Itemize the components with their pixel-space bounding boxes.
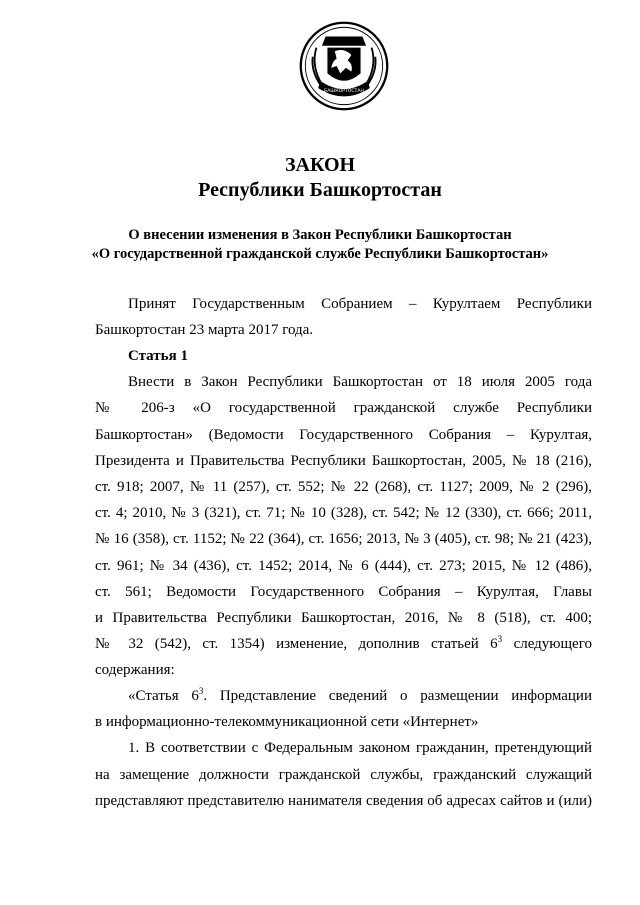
article-6-3-heading-rest: . Представление сведений о размещении информации — [203, 688, 592, 704]
paragraph-1-line-2: на замещение должности гражданской службы, гражданский служащий — [95, 766, 592, 783]
document-title: ЗАКОН — [284, 154, 356, 176]
adoption-paragraph — [95, 291, 592, 343]
article-6-3 — [95, 683, 592, 814]
article-1-line-7: № 16 (358), ст. 1152; № 22 (364), ст. 1656; 2013, № 3 (405), ст. 98; № 21 (423), — [95, 531, 592, 548]
law-name-line-2: «О государственной гражданской службе Республики Башкортостан» — [91, 246, 549, 262]
article-1-line-3: Башкортостан» (Ведомости Государственного Собрания – Курултая, — [95, 426, 592, 443]
article-1-line-1: Внести в Закон Республики Башкортостан от 18 июля 2005 года — [128, 374, 592, 391]
article-1-heading: Статья 1 — [128, 348, 188, 364]
article-1-line-2: № 206-з «О государственной гражданской службе Республики — [95, 400, 592, 417]
article-1-line-5: ст. 918; 2007, № 11 (257), ст. 552; № 22 (268), ст. 1127; 2009, № 2 (296), — [95, 478, 592, 495]
article-1-line-6: ст. 4; 2010, № 3 (321), ст. 71; № 10 (328), ст. 542; № 12 (330), ст. 666; 2011, — [95, 505, 592, 522]
adoption-line-2: Башкортостан 23 марта 2017 года. — [95, 322, 314, 339]
paragraph-1-line-3: представляют представителю нанимателя сведения об адресах сайтов и (или) — [95, 792, 592, 809]
law-name-line-1: О внесении изменения в Закон Республики Башкортостан — [128, 227, 512, 243]
article-1-line-4: Президента и Правительства Республики Башкортостан, 2005, № 18 (216), — [95, 452, 592, 469]
superscript: 3 — [198, 686, 204, 696]
article-1-line-10: и Правительства Республики Башкортостан, 2016, № 8 (518), ст. 400; — [95, 609, 592, 626]
article-6-3-heading-line-2: в информационно-телекоммуникационной сети «Интернет» — [95, 714, 479, 731]
article-1-line-11 — [95, 631, 592, 657]
article-1-line-11-end: следующего — [502, 636, 592, 653]
svg-text:БАШКОРТОСТАН: БАШКОРТОСТАН — [324, 88, 364, 94]
adoption-line-1: Принят Государственным Собранием – Курултаем Республики — [128, 296, 592, 312]
article-1-line-11-text: № 32 (542), ст. 1354) изменение, дополнив статьей 6 — [95, 636, 498, 653]
superscript: 3 — [497, 634, 503, 645]
paragraph-1-line-1: 1. В соответствии с Федеральным законом гражданин, претендующий — [128, 740, 592, 757]
bashkortostan-coat-of-arms-icon — [298, 20, 390, 112]
article-1-line-12: содержания: — [95, 662, 175, 679]
article-6-3-heading-start: «Статья 6 — [128, 688, 199, 704]
article-6-3-heading — [95, 683, 592, 709]
article-1-line-9: ст. 561; Ведомости Государственного Собрания – Курултая, Главы — [95, 583, 592, 600]
article-1 — [95, 343, 592, 683]
document-subtitle: Республики Башкортостан — [198, 179, 442, 201]
article-1-line-8: ст. 961; № 34 (436), ст. 1452; 2014, № 6 (444), ст. 273; 2015, № 12 (486), — [95, 557, 592, 574]
